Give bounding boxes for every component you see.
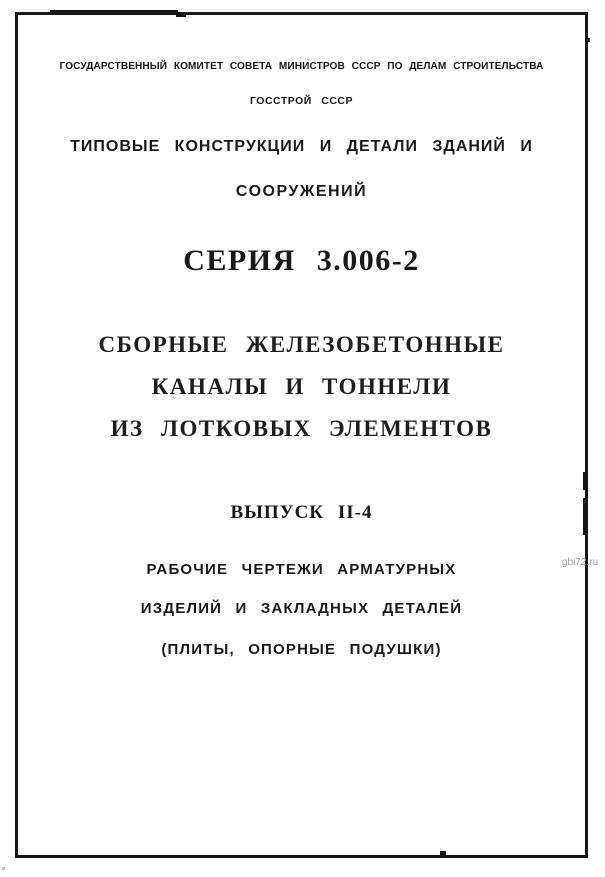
subtitle-line-1: РАБОЧИЕ ЧЕРТЕЖИ АРМАТУРНЫХ (146, 561, 457, 578)
committee-name-line: ГОСУДАРСТВЕННЫЙ КОМИТЕТ СОВЕТА МИНИСТРОВ СССР ПО ДЕЛАМ СТРОИТЕЛЬСТВА (59, 60, 544, 72)
site-watermark: gbi72.ru (562, 557, 599, 568)
main-title-line-2: КАНАЛЫ И ТОННЕЛИ (151, 374, 452, 399)
scan-artifact-top-notch (50, 10, 178, 13)
series-number: СЕРИЯ 3.006-2 (183, 244, 420, 277)
subtitle-line-3: (ПЛИТЫ, ОПОРНЫЕ ПОДУШКИ) (161, 641, 442, 658)
scan-artifact-top-step (176, 12, 186, 17)
series-heading-line-2: СООРУЖЕНИЙ (235, 183, 368, 200)
issue-number: ВЫПУСК II-4 (230, 502, 373, 523)
subtitle-line-2: ИЗДЕЛИЙ И ЗАКЛАДНЫХ ДЕТАЛЕЙ (140, 600, 463, 617)
scan-artifact-right-tick (586, 38, 590, 42)
main-title-line-3: ИЗ ЛОТКОВЫХ ЭЛЕМЕНТОВ (110, 416, 493, 441)
scan-artifact-right-dash (583, 472, 587, 490)
scan-artifact-bottom-bump (440, 851, 446, 856)
main-title-line-1: СБОРНЫЕ ЖЕЛЕЗОБЕТОННЫЕ (98, 332, 505, 357)
gosstroy-line: ГОССТРОЙ СССР (249, 95, 354, 107)
series-heading-line-1: ТИПОВЫЕ КОНСТРУКЦИИ И ДЕТАЛИ ЗДАНИЙ И (70, 138, 533, 155)
scan-artifact-speck (2, 867, 5, 870)
